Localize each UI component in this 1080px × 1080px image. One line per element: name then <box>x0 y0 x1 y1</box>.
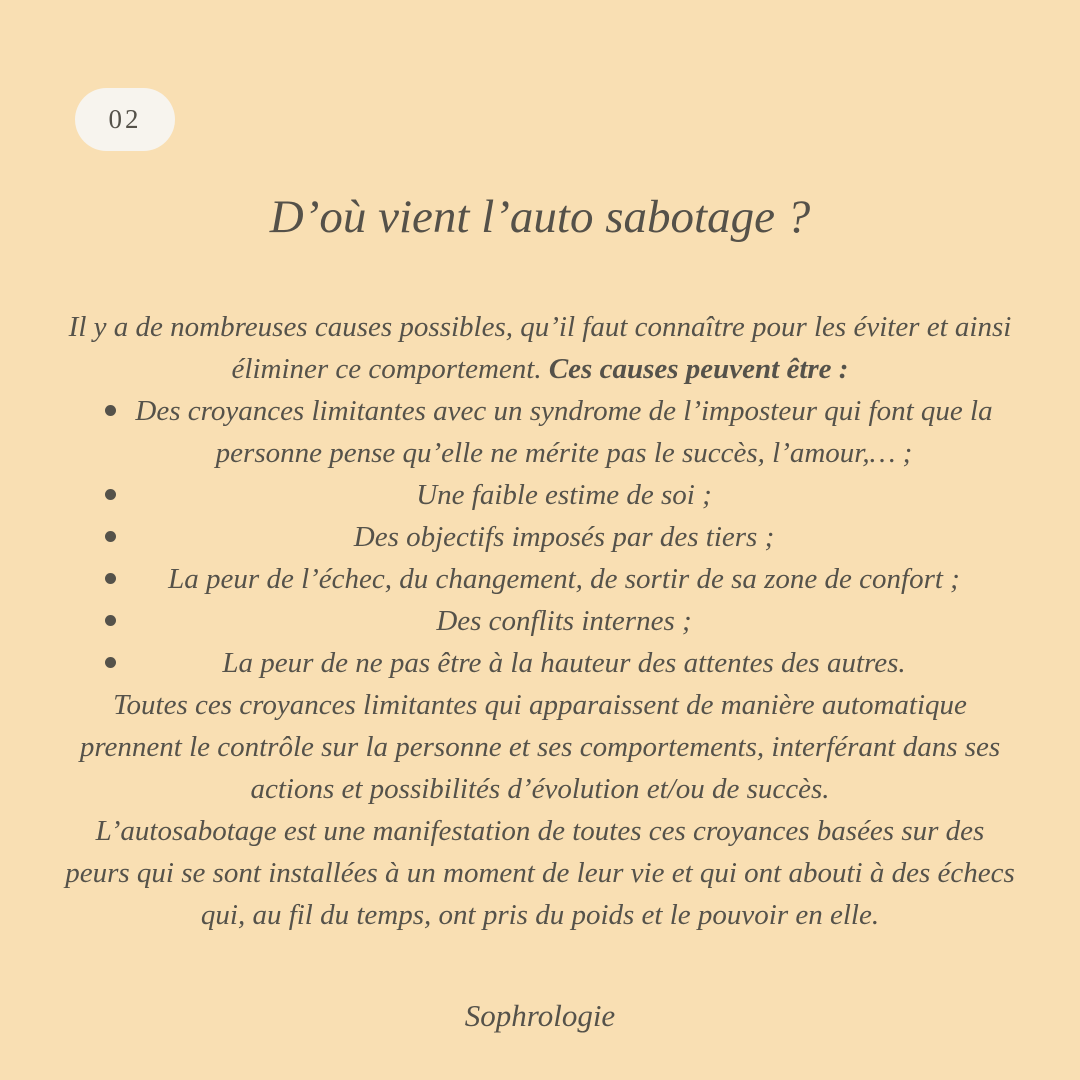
bullet-text: La peur de ne pas être à la hauteur des attentes des autres. <box>222 647 906 679</box>
bullet-dot-icon <box>105 489 116 500</box>
bullet-dot-icon <box>105 657 116 668</box>
intro-paragraph <box>65 306 1015 390</box>
page-number: 02 <box>108 104 142 134</box>
bullet-dot-icon <box>105 573 116 584</box>
page-number-badge <box>75 88 175 151</box>
bullet-item <box>65 474 1015 516</box>
body-content <box>65 306 1015 936</box>
footer-brand: Sophrologie <box>464 998 616 1033</box>
page-title: D’où vient l’auto sabotage ? <box>269 191 811 243</box>
bullet-text: Des conflits internes ; <box>436 605 692 637</box>
bullet-list <box>65 390 1015 684</box>
bullet-item <box>65 516 1015 558</box>
bullet-item <box>65 558 1015 600</box>
bullet-dot-icon <box>105 531 116 542</box>
bullet-dot-icon <box>105 615 116 626</box>
intro-emphasis: Ces causes peuvent être : <box>548 353 849 385</box>
bullet-item <box>65 642 1015 684</box>
bullet-dot-icon <box>105 405 116 416</box>
body-paragraph: L’autosabotage est une manifestation de toutes ces croyances basées sur des peurs qui se sont installées à un moment de leur vie et qui ont abouti à des échecs qui, au fil du temps, ont pris du poids et le pouvoir en elle. <box>65 815 1015 931</box>
intro-text: Il y a de nombreuses causes possibles, qu’il faut connaître pour les éviter et ainsi éliminer ce comportement. <box>68 311 1012 385</box>
bullet-item <box>65 600 1015 642</box>
bullet-item <box>65 390 1015 474</box>
bullet-text: Une faible estime de soi ; <box>416 479 712 511</box>
bullet-text: Des croyances limitantes avec un syndrome de l’imposteur qui font que la personne pense qu’elle ne mérite pas le succès, l’amour,… ; <box>135 395 993 469</box>
body-paragraph: Toutes ces croyances limitantes qui apparaissent de manière automatique prennent le contrôle sur la personne et ses comportements, interférant dans ses actions et possibilités d’évolution et/ou de succès. <box>79 689 1001 805</box>
bullet-text: La peur de l’échec, du changement, de sortir de sa zone de confort ; <box>168 563 960 595</box>
bullet-text: Des objectifs imposés par des tiers ; <box>353 521 775 553</box>
